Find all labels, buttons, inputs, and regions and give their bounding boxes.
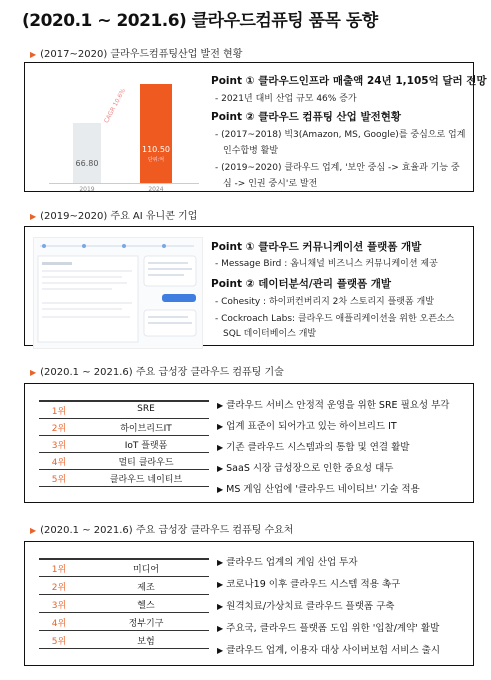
list-item — [217, 642, 440, 656]
list-item-text: 기존 클라우드 시스템과의 통합 및 연결 활발 — [226, 442, 410, 453]
list-item — [217, 598, 394, 612]
page-title: (2020.1 ~ 2021.6) 클라우드컴퓨팅 품목 동향 — [22, 11, 378, 31]
rank-name: 하이브리드IT — [120, 424, 172, 434]
bar-label-2019: 66.80 — [75, 159, 99, 168]
list-item-text: 주요국, 클라우드 플랫폼 도입 위한 '입찰/계약' 활발 — [226, 623, 440, 634]
rank-number: 5위 — [51, 637, 67, 647]
rank-number: 5위 — [51, 475, 67, 485]
list-item — [217, 397, 449, 411]
triangle-bullet-icon: ▶ — [217, 558, 224, 567]
triangle-bullet-icon: ▶ — [217, 464, 224, 473]
triangle-bullet-icon: ▶ — [30, 526, 37, 535]
bullet: - Cohesity : 하이퍼컨버리지 2차 스토리지 플랫폼 개발 — [215, 297, 434, 307]
table-row — [39, 453, 209, 470]
point-1: Point ① 클라우드 커뮤니케이션 플랫폼 개발 — [211, 241, 422, 253]
x-axis — [49, 183, 199, 184]
revenue-bar-chart — [35, 71, 200, 193]
list-item — [217, 554, 358, 568]
list-item — [217, 439, 409, 453]
list-item-text: 클라우드 서비스 안정적 운영을 위한 SRE 필요성 부각 — [226, 400, 450, 411]
list-item-text: 코로나19 이후 클라우드 시스템 적용 촉구 — [226, 579, 401, 590]
list-item — [217, 576, 400, 590]
rank-name: IoT 플랫폼 — [124, 441, 168, 451]
list-item — [217, 460, 393, 474]
rank-number: 2위 — [51, 583, 67, 593]
section-heading-text: (2019~2020) 주요 AI 유니콘 기업 — [40, 211, 198, 222]
table-row — [39, 578, 209, 595]
list-item — [217, 620, 439, 634]
triangle-bullet-icon: ▶ — [217, 422, 224, 431]
table-row — [39, 614, 209, 631]
list-item — [217, 481, 420, 495]
rank-name: 헬스 — [137, 601, 155, 611]
cagr-annotation: CAGR 10.6% — [103, 87, 128, 125]
rank-name: 미디어 — [132, 565, 160, 575]
triangle-bullet-icon: ▶ — [30, 368, 37, 377]
list-item-text: 업계 표준이 되어가고 있는 하이브리드 IT — [226, 421, 397, 432]
rank-number: 1위 — [51, 565, 67, 575]
triangle-bullet-icon: ▶ — [217, 646, 224, 655]
bullet-cont: SQL 데이터베이스 개발 — [223, 329, 317, 339]
rank-name: 보험 — [137, 637, 155, 647]
table-row — [39, 436, 209, 453]
list-item-text: MS 게임 산업에 '클라우드 네이티브' 기술 적용 — [226, 484, 420, 495]
section-heading-2 — [30, 207, 197, 222]
bullet-cont: 인수합병 활발 — [223, 146, 279, 156]
section-heading-3 — [30, 363, 284, 378]
section-heading-text: (2017~2020) 클라우드컴퓨팅산업 발전 현황 — [40, 49, 243, 60]
bullet: - 2021년 대비 산업 규모 46% 증가 — [215, 94, 357, 104]
bar-2019 — [73, 123, 101, 183]
tech-box — [24, 383, 474, 503]
table-row — [39, 560, 209, 577]
section-heading-text: (2020.1 ~ 2021.6) 주요 급성장 클라우드 컴퓨팅 기술 — [40, 367, 284, 378]
rank-name: SRE — [137, 404, 155, 414]
list-item — [217, 418, 397, 432]
rank-name: 정부기구 — [128, 619, 164, 629]
table-row — [39, 419, 209, 436]
list-item-text: SaaS 시장 급성장으로 인한 중요성 대두 — [226, 463, 394, 474]
triangle-bullet-icon: ▶ — [217, 401, 224, 410]
bullet: - Cockroach Labs: 클라우드 애플리케이션을 위한 오픈소스 — [215, 314, 455, 324]
section-heading-text: (2020.1 ~ 2021.6) 주요 급성장 클라우드 컴퓨팅 수요처 — [40, 525, 294, 536]
rank-number: 3위 — [51, 601, 67, 611]
table-row — [39, 470, 209, 487]
rank-name: 멀티 클라우드 — [118, 458, 174, 468]
x-tick-2024: 2024 — [148, 186, 164, 193]
messaging-app-screenshot — [33, 237, 203, 349]
triangle-bullet-icon: ▶ — [217, 602, 224, 611]
demand-box — [24, 541, 474, 666]
triangle-bullet-icon: ▶ — [217, 443, 224, 452]
triangle-bullet-icon: ▶ — [30, 50, 37, 59]
rank-name: 제조 — [137, 583, 155, 593]
list-item-text: 클라우드 업계의 게임 산업 투자 — [226, 557, 358, 568]
triangle-bullet-icon: ▶ — [217, 580, 224, 589]
list-item-text: 원격치료/가상치료 클라우드 플랫폼 구축 — [226, 601, 395, 612]
rank-number: 2위 — [51, 424, 67, 434]
bullet: - (2017~2018) 빅3(Amazon, MS, Google)를 중심으로 업계 — [215, 130, 466, 140]
development-status-box — [24, 62, 487, 193]
point-2: Point ② 클라우드 컴퓨팅 산업 발전현황 — [211, 111, 402, 123]
rank-name: 클라우드 네이티브 — [109, 475, 183, 485]
ai-unicorn-box — [24, 226, 474, 346]
bullet: - Message Bird : 옴니채널 비즈니스 커뮤니케이션 제공 — [215, 259, 438, 269]
point-2: Point ② 데이터분석/관리 플랫폼 개발 — [211, 278, 392, 290]
table-row — [39, 632, 209, 649]
section-heading-4 — [30, 521, 293, 536]
point-1: Point ① 클라우드인프라 매출액 24년 1,105억 달러 전망 — [211, 75, 487, 87]
bar-label-2024: 110.50 — [142, 145, 170, 154]
rank-number: 3위 — [51, 441, 67, 451]
bullet: - (2019~2020) 클라우드 업계, '보안 중심 -> 효율과 기능 중 — [215, 163, 460, 173]
rank-number: 4위 — [51, 458, 67, 468]
bullet-cont: 심 -> 인권 중시'로 발전 — [223, 179, 318, 189]
section-heading-1 — [30, 45, 242, 60]
bar-2024 — [140, 84, 172, 183]
triangle-bullet-icon: ▶ — [30, 212, 37, 221]
x-tick-2019: 2019 — [79, 186, 95, 193]
rank-number: 1위 — [51, 407, 67, 417]
table-row — [39, 596, 209, 613]
bar-unit-label: 단위:억 — [147, 157, 165, 163]
rank-number: 4위 — [51, 619, 67, 629]
app-screenshot-image — [34, 238, 202, 348]
list-item-text: 클라우드 업계, 이용자 대상 사이버보험 서비스 출시 — [226, 645, 441, 656]
triangle-bullet-icon: ▶ — [217, 485, 224, 494]
table-row — [39, 402, 209, 419]
triangle-bullet-icon: ▶ — [217, 624, 224, 633]
